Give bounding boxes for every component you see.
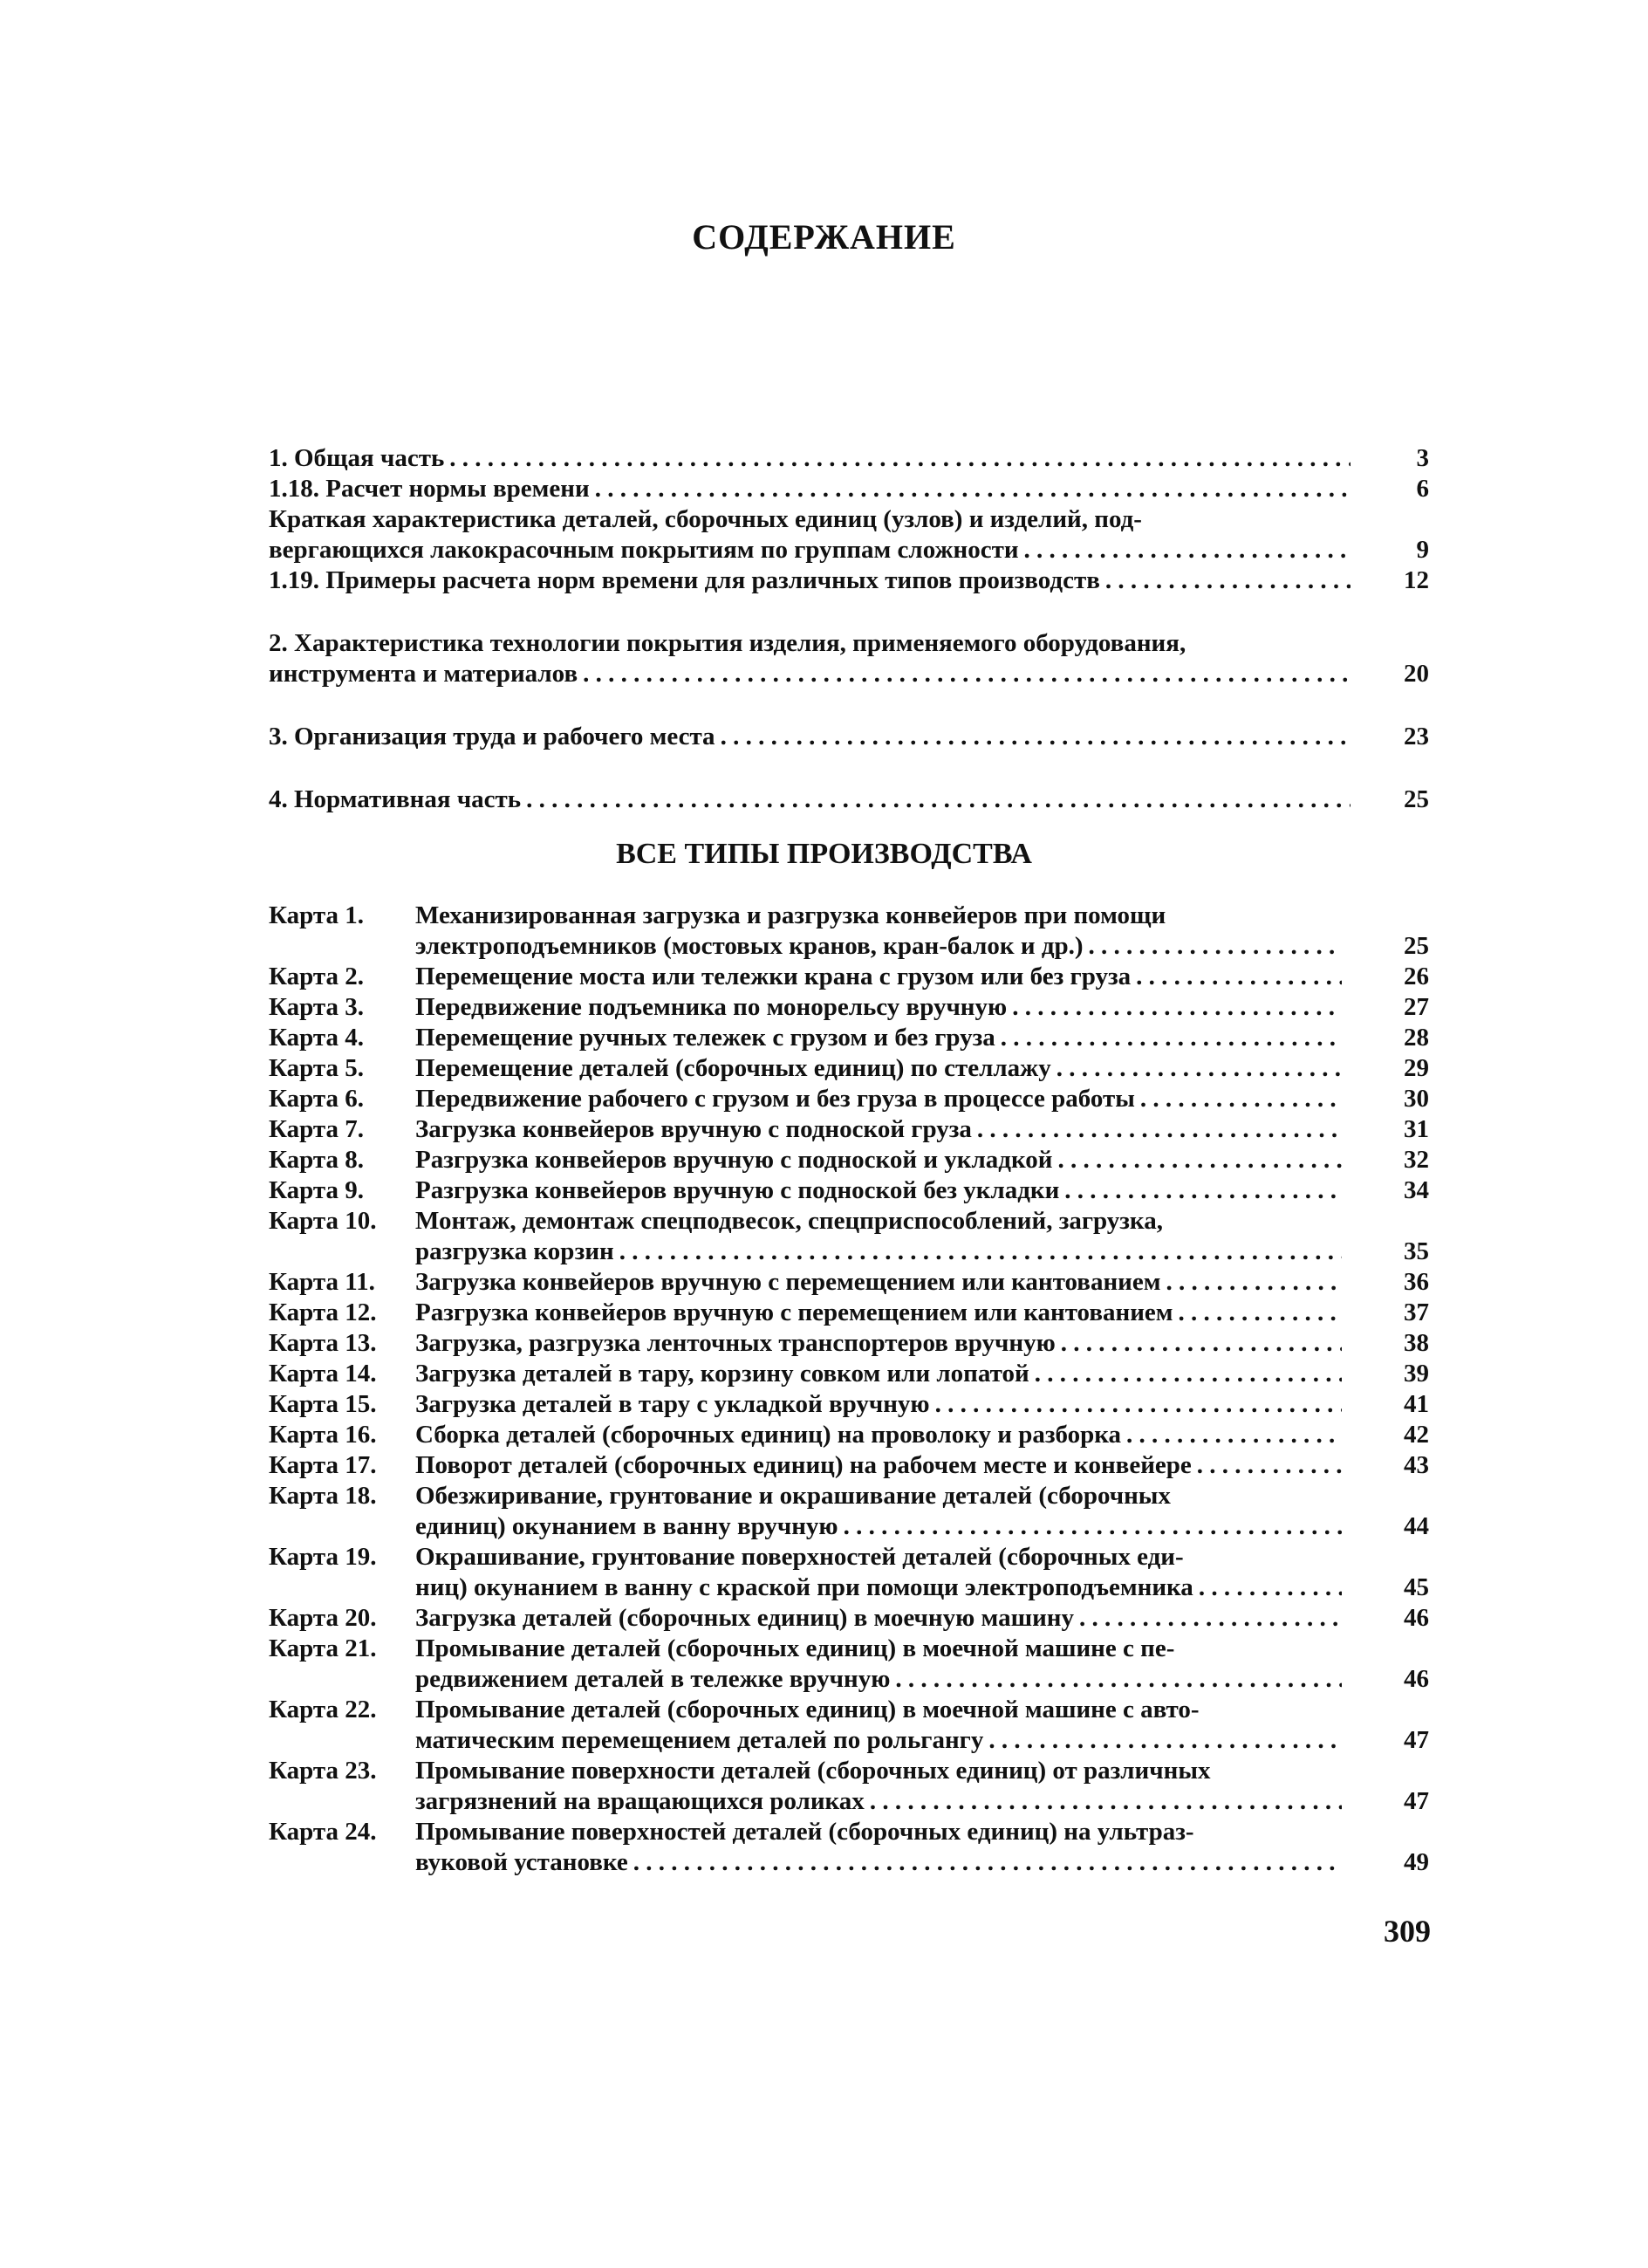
card-text: Загрузка деталей в тару с укладкой вручную (415, 1390, 930, 1418)
card-lastline (415, 1725, 1342, 1756)
card-lastline (415, 1237, 1342, 1267)
dot-leader (935, 1389, 1342, 1420)
card-label: Карта 21. (269, 1634, 377, 1662)
card-body (415, 1817, 1342, 1878)
card-text: разгрузка корзин (415, 1237, 614, 1265)
card-entry (269, 1114, 1429, 1145)
card-text: Перемещение моста или тележки крана с грузом или без груза (415, 963, 1132, 990)
dot-leader (1012, 992, 1342, 1023)
card-text: Механизированная загрузка и разгрузка конвейеров при помощи (415, 901, 1166, 929)
dot-leader (1105, 565, 1351, 596)
toc-entry-text: 1. Общая часть (269, 444, 445, 472)
card-text: Окрашивание, грунтование поверхностей деталей (сборочных еди- (415, 1543, 1184, 1571)
card-page-number: 30 (1404, 1085, 1429, 1113)
card-lastline (415, 962, 1342, 992)
toc-entry-text: вергающихся лакокрасочным покрытиям по группам сложности (269, 536, 1019, 564)
card-lastline (415, 1420, 1342, 1450)
dot-leader (1166, 1267, 1342, 1298)
card-text: Промывание поверхностей деталей (сборочных единиц) на ультраз- (415, 1818, 1194, 1846)
dot-leader (1179, 1298, 1342, 1328)
card-body (415, 992, 1342, 1023)
card-body (415, 1267, 1342, 1298)
dot-leader (1199, 1573, 1342, 1603)
card-entry (269, 1359, 1429, 1389)
card-page-number: 47 (1404, 1787, 1429, 1815)
card-lastline (415, 1359, 1342, 1389)
card-entry (269, 1481, 1429, 1542)
card-entry (269, 901, 1429, 962)
card-text: Монтаж, демонтаж спецподвесок, спецприспособлений, загрузка, (415, 1207, 1163, 1235)
toc-entry-lastline (269, 565, 1351, 596)
card-label: Карта 3. (269, 993, 364, 1021)
card-page-number: 36 (1404, 1268, 1429, 1296)
card-entry (269, 992, 1429, 1023)
card-page-number: 26 (1404, 963, 1429, 990)
card-entry (269, 1603, 1429, 1634)
toc-entry-text: инструмента и материалов (269, 660, 578, 688)
card-label: Карта 2. (269, 963, 364, 990)
toc-entry-text: 1.18. Расчет нормы времени (269, 475, 590, 503)
card-entry (269, 1695, 1429, 1756)
dot-leader (595, 474, 1351, 504)
card-label: Карта 15. (269, 1390, 377, 1418)
card-label: Карта 7. (269, 1115, 364, 1143)
dot-leader (844, 1511, 1342, 1542)
dot-leader (1197, 1450, 1342, 1481)
card-entry (269, 1756, 1429, 1817)
card-text: матическим перемещением деталей по рольгангу (415, 1726, 984, 1754)
card-lastline (415, 1603, 1342, 1634)
dot-leader (633, 1847, 1342, 1878)
card-lastline (415, 1084, 1342, 1114)
dot-leader (1126, 1420, 1342, 1450)
page-title: СОДЕРЖАНИЕ (692, 217, 956, 257)
card-body (415, 1542, 1342, 1603)
card-body (415, 1420, 1342, 1450)
card-label: Карта 14. (269, 1360, 377, 1388)
card-page-number: 49 (1404, 1848, 1429, 1876)
card-label: Карта 23. (269, 1757, 377, 1785)
card-label: Карта 22. (269, 1696, 377, 1723)
card-page-number: 41 (1404, 1390, 1429, 1418)
toc-page-number: 25 (1404, 785, 1429, 813)
card-body (415, 1298, 1342, 1328)
card-lastline (415, 1511, 1342, 1542)
card-text: единиц) окунанием в ванну вручную (415, 1512, 838, 1540)
card-text: Промывание деталей (сборочных единиц) в моечной машине с пе- (415, 1634, 1175, 1662)
dot-leader (619, 1237, 1342, 1267)
card-page-number: 27 (1404, 993, 1429, 1021)
toc-page-number: 9 (1416, 536, 1429, 564)
card-text: Перемещение ручных тележек с грузом и без груза (415, 1024, 995, 1052)
card-body (415, 1206, 1342, 1267)
toc-entry-text: 3. Организация труда и рабочего места (269, 723, 715, 750)
card-entry (269, 962, 1429, 992)
toc-page-number: 3 (1416, 444, 1429, 472)
card-entry (269, 1450, 1429, 1481)
dot-leader (1140, 1084, 1342, 1114)
card-label: Карта 10. (269, 1207, 377, 1235)
card-page-number: 28 (1404, 1024, 1429, 1052)
toc-entry (269, 474, 1429, 504)
card-body (415, 1450, 1342, 1481)
card-entry (269, 1389, 1429, 1420)
card-lastline (415, 1389, 1342, 1420)
toc-entry-text: Краткая характеристика деталей, сборочных единиц (узлов) и изделий, под- (269, 505, 1142, 533)
card-entry (269, 1084, 1429, 1114)
card-lastline (415, 1298, 1342, 1328)
card-page-number: 44 (1404, 1512, 1429, 1540)
card-text: Загрузка деталей (сборочных единиц) в моечную машину (415, 1604, 1074, 1632)
card-page-number: 46 (1404, 1665, 1429, 1693)
card-entry (269, 1298, 1429, 1328)
card-text: Разгрузка конвейеров вручную с подноской без укладки (415, 1176, 1060, 1204)
card-lastline (415, 1114, 1342, 1145)
card-label: Карта 1. (269, 901, 364, 929)
dot-leader (1089, 931, 1342, 962)
card-body (415, 962, 1342, 992)
card-lastline (415, 1145, 1342, 1175)
card-page-number: 35 (1404, 1237, 1429, 1265)
card-entry (269, 1634, 1429, 1695)
card-lastline (415, 1175, 1342, 1206)
card-page-number: 31 (1404, 1115, 1429, 1143)
toc-page-number: 6 (1416, 475, 1429, 503)
toc-gap (269, 596, 1429, 628)
card-text: Разгрузка конвейеров вручную с перемещением или кантованием (415, 1298, 1173, 1326)
card-label: Карта 20. (269, 1604, 377, 1632)
card-body (415, 1023, 1342, 1053)
card-text: ниц) окунанием в ванну с краской при помощи электроподъемника (415, 1573, 1193, 1601)
card-body (415, 1756, 1342, 1817)
card-entry (269, 1053, 1429, 1084)
toc-entry-lastline (269, 535, 1351, 565)
card-text: Передвижение подъемника по монорельсу вручную (415, 993, 1008, 1021)
card-lastline (415, 1328, 1342, 1359)
card-text: загрязнений на вращающихся роликах (415, 1787, 865, 1815)
card-lastline (415, 1267, 1342, 1298)
card-page-number: 46 (1404, 1604, 1429, 1632)
dot-leader (583, 659, 1351, 689)
card-label: Карта 6. (269, 1085, 364, 1113)
toc-page-number: 20 (1404, 660, 1429, 688)
dot-leader (1035, 1359, 1342, 1389)
card-text: Загрузка, разгрузка ленточных транспортеров вручную (415, 1329, 1056, 1357)
card-page-number: 45 (1404, 1573, 1429, 1601)
card-body (415, 1175, 1342, 1206)
toc-page-number: 23 (1404, 723, 1429, 750)
card-text: Поворот деталей (сборочных единиц) на рабочем месте и конвейере (415, 1451, 1192, 1479)
card-text: Загрузка деталей в тару, корзину совком или лопатой (415, 1360, 1029, 1388)
toc-entry (269, 565, 1429, 596)
dot-leader (988, 1725, 1342, 1756)
dot-leader (721, 722, 1351, 752)
card-page-number: 42 (1404, 1421, 1429, 1449)
toc-entry-text: 2. Характеристика технологии покрытия изделия, применяемого оборудования, (269, 629, 1186, 657)
card-entry (269, 1175, 1429, 1206)
card-text: Разгрузка конвейеров вручную с подноской и укладкой (415, 1146, 1053, 1174)
card-text: Передвижение рабочего с грузом и без груза в процессе работы (415, 1085, 1135, 1113)
card-label: Карта 5. (269, 1054, 364, 1082)
dot-leader (1136, 962, 1342, 992)
toc-page-number: 12 (1404, 566, 1429, 594)
card-lastline (415, 992, 1342, 1023)
dot-leader (870, 1786, 1342, 1817)
card-body (415, 1328, 1342, 1359)
dot-leader (1061, 1328, 1342, 1359)
toc-entry-text: 4. Нормативная часть (269, 785, 522, 813)
card-entry (269, 1145, 1429, 1175)
card-lastline (415, 1847, 1342, 1878)
card-body (415, 1603, 1342, 1634)
toc-entry (269, 628, 1429, 689)
dot-leader (1056, 1053, 1342, 1084)
card-body (415, 1359, 1342, 1389)
section-subtitle: ВСЕ ТИПЫ ПРОИЗВОДСТВА (616, 838, 1032, 870)
toc-entry (269, 722, 1429, 752)
toc-entry-lastline (269, 722, 1351, 752)
dot-leader (1079, 1603, 1342, 1634)
toc-gap (269, 752, 1429, 785)
card-label: Карта 4. (269, 1024, 364, 1052)
card-page-number: 32 (1404, 1146, 1429, 1174)
card-label: Карта 17. (269, 1451, 377, 1479)
card-text: Промывание деталей (сборочных единиц) в моечной машине с авто- (415, 1696, 1200, 1723)
card-lastline (415, 931, 1342, 962)
card-entry (269, 1420, 1429, 1450)
card-body (415, 1145, 1342, 1175)
card-label: Карта 8. (269, 1146, 364, 1174)
card-lastline (415, 1664, 1342, 1695)
card-text: Промывание поверхности деталей (сборочных единиц) от различных (415, 1757, 1211, 1785)
toc-gap (269, 689, 1429, 722)
card-body (415, 1389, 1342, 1420)
card-page-number: 29 (1404, 1054, 1429, 1082)
dot-leader (1064, 1175, 1342, 1206)
card-body (415, 1481, 1342, 1542)
toc-entry-lastline (269, 443, 1351, 474)
card-page-number: 47 (1404, 1726, 1429, 1754)
card-body (415, 1695, 1342, 1756)
card-page-number: 34 (1404, 1176, 1429, 1204)
toc-entry (269, 443, 1429, 474)
card-body (415, 1114, 1342, 1145)
dot-leader (895, 1664, 1342, 1695)
card-text: Перемещение деталей (сборочных единиц) по стеллажу (415, 1054, 1051, 1082)
card-lastline (415, 1573, 1342, 1603)
card-entry (269, 1542, 1429, 1603)
dot-leader (526, 785, 1351, 815)
card-entry (269, 1328, 1429, 1359)
card-lastline (415, 1450, 1342, 1481)
card-label: Карта 11. (269, 1268, 375, 1296)
card-body (415, 1634, 1342, 1695)
card-page-number: 38 (1404, 1329, 1429, 1357)
card-label: Карта 16. (269, 1421, 377, 1449)
card-body (415, 1053, 1342, 1084)
dot-leader (449, 443, 1351, 474)
card-lastline (415, 1023, 1342, 1053)
toc-entry-lastline (269, 659, 1351, 689)
toc-entry (269, 504, 1429, 565)
card-entry (269, 1206, 1429, 1267)
card-label: Карта 24. (269, 1818, 377, 1846)
card-body (415, 1084, 1342, 1114)
dot-leader (1057, 1145, 1342, 1175)
card-lastline (415, 1786, 1342, 1817)
card-page-number: 43 (1404, 1451, 1429, 1479)
toc-cards (269, 901, 1429, 1878)
card-lastline (415, 1053, 1342, 1084)
toc-entry-text: 1.19. Примеры расчета норм времени для различных типов производств (269, 566, 1100, 594)
card-text: редвижением деталей в тележке вручную (415, 1665, 891, 1693)
card-text: электроподъемников (мостовых кранов, кран-балок и др.) (415, 932, 1084, 960)
toc-entry (269, 785, 1429, 815)
card-label: Карта 19. (269, 1543, 377, 1571)
card-body (415, 901, 1342, 962)
card-text: Загрузка конвейеров вручную с перемещением или кантованием (415, 1268, 1161, 1296)
card-text: Загрузка конвейеров вручную с подноской груза (415, 1115, 972, 1143)
dot-leader (977, 1114, 1342, 1145)
card-text: вуковой установке (415, 1848, 628, 1876)
card-entry (269, 1267, 1429, 1298)
dot-leader (1024, 535, 1351, 565)
toc-entry-lastline (269, 785, 1351, 815)
dot-leader (1001, 1023, 1342, 1053)
card-text: Сборка деталей (сборочных единиц) на проволоку и разборка (415, 1421, 1122, 1449)
card-label: Карта 13. (269, 1329, 377, 1357)
card-text: Обезжиривание, грунтование и окрашивание деталей (сборочных (415, 1482, 1171, 1510)
card-label: Карта 18. (269, 1482, 377, 1510)
toc-entry-lastline (269, 474, 1351, 504)
card-page-number: 25 (1404, 932, 1429, 960)
card-page-number: 37 (1404, 1298, 1429, 1326)
card-label: Карта 9. (269, 1176, 364, 1204)
page-number: 309 (1384, 1914, 1431, 1949)
toc-sections (269, 443, 1429, 815)
card-entry (269, 1023, 1429, 1053)
card-page-number: 39 (1404, 1360, 1429, 1388)
card-label: Карта 12. (269, 1298, 377, 1326)
card-entry (269, 1817, 1429, 1878)
